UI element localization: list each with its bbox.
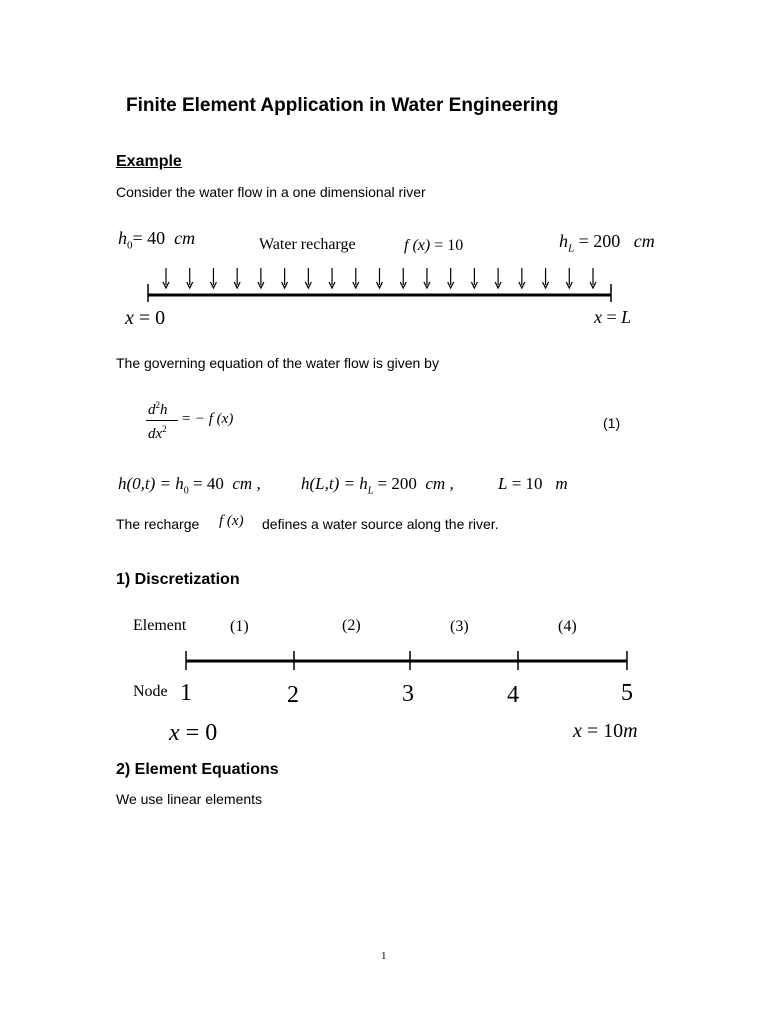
recharge-arrow-head <box>258 282 264 288</box>
node-2: 2 <box>287 682 299 708</box>
recharge-arrow-head <box>424 282 430 288</box>
recharge-arrow-head <box>448 282 454 288</box>
recharge-arrow-head <box>519 282 525 288</box>
length-condition: L = 10 m <box>498 474 568 493</box>
node-label: Node <box>133 683 168 700</box>
recharge-arrows <box>163 268 596 288</box>
recharge-arrow-head <box>353 282 359 288</box>
recharge-arrow-head <box>566 282 572 288</box>
water-recharge-label: Water recharge <box>259 236 356 253</box>
element-4: (4) <box>558 618 577 635</box>
recharge-text-post: defines a water source along the river. <box>262 516 499 532</box>
node-4: 4 <box>507 682 519 708</box>
recharge-arrow-head <box>471 282 477 288</box>
equation-number: (1) <box>603 415 621 431</box>
boundary-condition-1: $h(0,t) = h_0 = 40$ cm , <box>118 474 261 497</box>
node-5: 5 <box>621 680 633 706</box>
hL-label: $h_L = 200$ cm <box>559 231 655 255</box>
recharge-function-label: f (x) = 10 <box>404 237 464 254</box>
recharge-arrow-head <box>400 282 406 288</box>
section-discretization: 1) Discretization <box>116 571 240 588</box>
recharge-arrow-head <box>305 282 311 288</box>
mesh-x-start: x = 0 <box>169 720 218 746</box>
node-3: 3 <box>402 681 414 707</box>
recharge-arrow-head <box>187 282 193 288</box>
river-x-start: x = 0 <box>125 307 166 329</box>
equation-denominator: $dx^2$ <box>148 424 167 442</box>
recharge-arrow-head <box>329 282 335 288</box>
governing-intro: The governing equation of the water flow is given by <box>116 355 439 371</box>
equation-rhs: = − f (x) <box>181 411 234 427</box>
mesh-x-end: x = 10m <box>573 720 638 742</box>
recharge-inline-f: f (x) <box>219 513 244 529</box>
equation-numerator: $d^2h$ <box>148 400 168 418</box>
recharge-arrow-head <box>210 282 216 288</box>
boundary-condition-2: $h(L,t) = h_L = 200$ cm , <box>301 474 454 497</box>
river-x-end: x = L <box>594 307 632 327</box>
recharge-arrow-head <box>282 282 288 288</box>
recharge-text-pre: The recharge <box>116 516 200 532</box>
recharge-arrow-head <box>590 282 596 288</box>
recharge-arrow-head <box>377 282 383 288</box>
node-1: 1 <box>180 680 192 706</box>
recharge-arrow-head <box>163 282 169 288</box>
recharge-arrow-head <box>495 282 501 288</box>
page-title: Finite Element Application in Water Engineering <box>126 95 559 116</box>
section-element-equations: 2) Element Equations <box>116 761 279 778</box>
h0-label: $h_0= 40$ cm <box>118 228 196 252</box>
recharge-arrow-head <box>234 282 240 288</box>
element-1: (1) <box>230 618 249 635</box>
linear-elements-text: We use linear elements <box>116 791 263 807</box>
element-label: Element <box>133 617 187 634</box>
fraction-bar <box>146 420 178 421</box>
element-3: (3) <box>450 618 469 635</box>
intro-text: Consider the water flow in a one dimensional river <box>116 184 426 200</box>
example-heading: Example <box>116 153 182 170</box>
element-2: (2) <box>342 617 361 634</box>
recharge-arrow-head <box>543 282 549 288</box>
page-number: 1 <box>381 950 387 962</box>
